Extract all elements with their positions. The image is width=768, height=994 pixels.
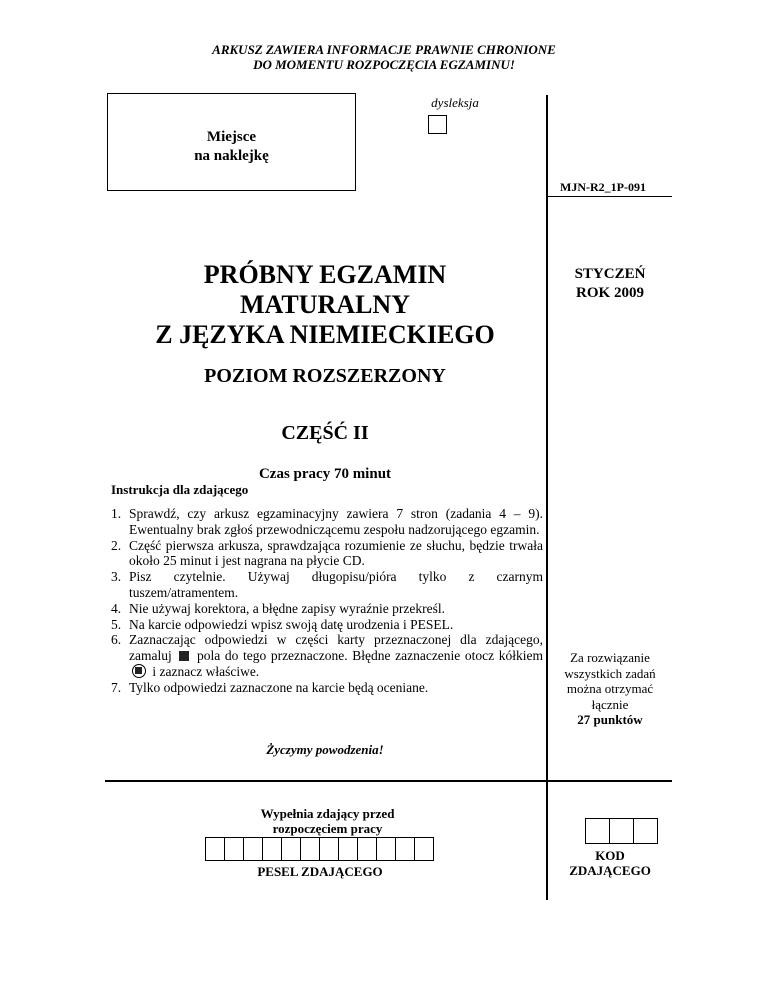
instruction-item <box>111 680 543 696</box>
good-luck-text: Życzymy powodzenia! <box>266 742 384 757</box>
pesel-digit-box[interactable] <box>281 837 301 861</box>
fill-note-line-2: rozpoczęciem pracy <box>272 821 383 836</box>
student-code-box[interactable] <box>609 818 634 844</box>
student-code-label-line-1: KOD <box>595 848 625 863</box>
warning-line-1: ARKUSZ ZAWIERA INFORMACJE PRAWNIE CHRONIONE <box>212 42 556 57</box>
exam-title <box>105 260 545 350</box>
exam-code-underline <box>548 196 672 197</box>
pesel-input-grid <box>205 837 434 861</box>
instruction-number: 6. <box>111 632 122 648</box>
points-total-value: 27 punktów <box>577 712 643 727</box>
sticker-label <box>107 128 356 166</box>
instruction-item <box>111 601 543 617</box>
pesel-digit-box[interactable] <box>395 837 415 861</box>
instruction-item <box>111 617 543 633</box>
student-code-label <box>548 848 672 878</box>
exam-date-month: STYCZEŃ <box>574 266 646 282</box>
pesel-digit-box[interactable] <box>300 837 320 861</box>
instruction-text: i zaznacz właściwe. <box>152 663 260 679</box>
instruction-item <box>111 569 543 601</box>
filled-square-icon <box>179 651 189 661</box>
instruction-item <box>111 506 543 538</box>
student-code-label-line-2: ZDAJĄCEGO <box>569 863 651 878</box>
pesel-digit-box[interactable] <box>319 837 339 861</box>
exam-date-year: ROK 2009 <box>576 285 644 301</box>
points-line-1: Za rozwiązanie <box>570 650 650 665</box>
points-line-4: łącznie <box>591 696 629 712</box>
pesel-digit-box[interactable] <box>205 837 225 861</box>
points-total <box>548 712 672 728</box>
dyslexia-checkbox[interactable] <box>428 115 447 134</box>
instruction-item <box>111 632 543 679</box>
pesel-digit-box[interactable] <box>376 837 396 861</box>
points-line-2: wszystkich zadań <box>564 665 656 681</box>
points-info <box>548 650 672 728</box>
warning-line-2: DO MOMENTU ROZPOCZĘCIA EGZAMINU! <box>253 57 515 72</box>
instruction-text: Nie używaj korektora, a błędne zapisy wyraźnie przekreśl. <box>129 600 445 616</box>
title-line-2: MATURALNY <box>240 290 410 319</box>
exam-code: MJN-R2_1P-091 <box>560 180 646 194</box>
fill-before-start-note <box>205 806 450 836</box>
instruction-text: Tylko odpowiedzi zaznaczone na karcie będą oceniane. <box>129 679 429 695</box>
instructions-list <box>111 506 543 696</box>
sticker-label-line-2: na naklejkę <box>194 148 269 164</box>
pesel-digit-box[interactable] <box>414 837 434 861</box>
instruction-item <box>111 538 543 570</box>
pesel-digit-box[interactable] <box>357 837 377 861</box>
instruction-text: Pisz czytelnie. Używaj długopisu/pióra tylko z czarnym tuszem/atramentem. <box>129 569 543 600</box>
horizontal-divider <box>105 780 672 782</box>
instruction-text: Na karcie odpowiedzi wpisz swoją datę urodzenia i PESEL. <box>129 616 454 632</box>
exam-part: CZĘŚĆ II <box>281 422 369 444</box>
exam-level: POZIOM ROZSZERZONY <box>204 365 446 387</box>
instruction-number: 1. <box>111 506 122 521</box>
instruction-text: Część pierwsza arkusza, sprawdzająca rozumienie ze słuchu, będzie trwała około 25 minut i jest nagrana na płycie CD. <box>129 537 543 569</box>
instruction-text: Sprawdź, czy arkusz egzaminacyjny zawiera 7 stron (zadania 4 – 9). Ewentualny brak zgłoś przewodniczącemu zespołu nadzorującego egzamin. <box>129 506 543 537</box>
exam-time: Czas pracy 70 minut <box>258 466 392 482</box>
instruction-number: 5. <box>111 616 122 632</box>
student-code-grid <box>585 818 658 844</box>
instruction-number: 4. <box>111 600 122 616</box>
instruction-number: 7. <box>111 679 122 695</box>
instruction-text: Zaznaczając odpowiedzi w części karty przeznaczonej dla zdającego, zamaluj <box>129 632 543 664</box>
title-line-1: PRÓBNY EGZAMIN <box>203 260 447 289</box>
student-code-box[interactable] <box>585 818 610 844</box>
pesel-label: PESEL ZDAJĄCEGO <box>257 864 383 879</box>
points-line-3: można otrzymać <box>566 681 654 696</box>
instructions-heading: Instrukcja dla zdającego <box>111 482 249 497</box>
exam-date <box>548 265 672 303</box>
pesel-digit-box[interactable] <box>338 837 358 861</box>
pesel-digit-box[interactable] <box>224 837 244 861</box>
dyslexia-label: dysleksja <box>431 95 479 110</box>
instruction-number: 2. <box>111 537 122 553</box>
sticker-label-line-1: Miejsce <box>206 129 257 145</box>
title-line-3: Z JĘZYKA NIEMIECKIEGO <box>155 320 495 349</box>
fill-note-line-1: Wypełnia zdający przed <box>260 806 395 821</box>
student-code-box[interactable] <box>633 818 658 844</box>
circled-square-icon <box>132 664 146 678</box>
pesel-digit-box[interactable] <box>262 837 282 861</box>
pesel-digit-box[interactable] <box>243 837 263 861</box>
confidential-warning <box>0 42 768 72</box>
instruction-text: pola do tego przeznaczone. Błędne zaznaczenie otocz kółkiem <box>196 648 544 664</box>
instruction-number: 3. <box>111 569 122 585</box>
